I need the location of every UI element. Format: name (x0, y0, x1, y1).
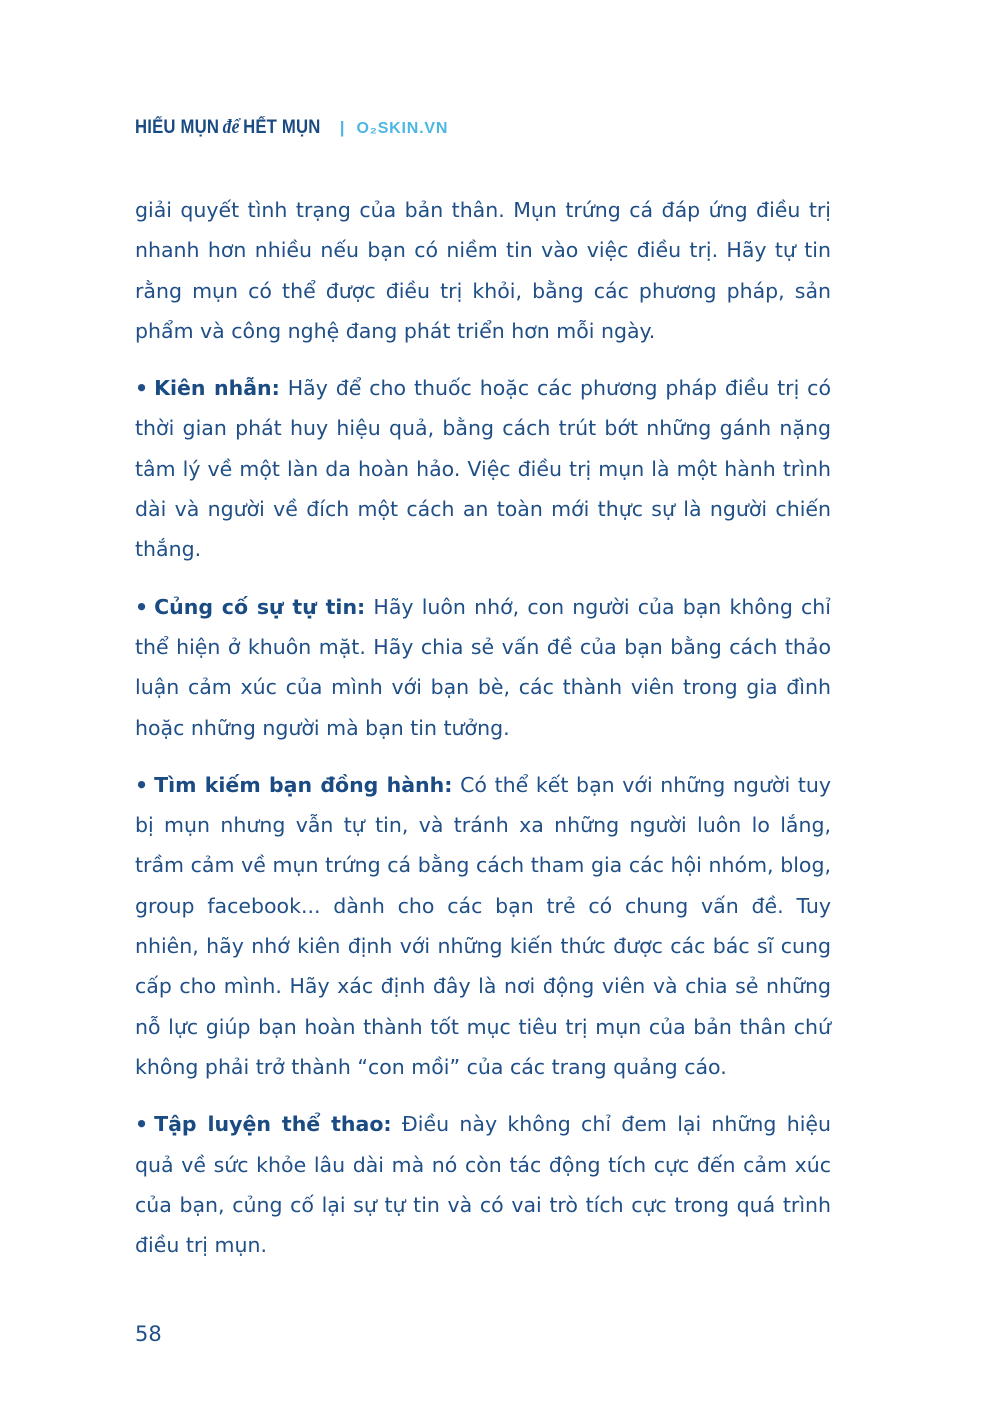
book-title-de: để (222, 116, 240, 138)
list-item-text: Hãy luôn nhớ, con người của bạn không chỉ thể hiện ở khuôn mặt. Hãy chia sẻ vấn đề của bạn bằng cách thảo luận cảm xúc của mình với bạn bè, các thành viên trong gia đình hoặc những người mà bạn tin tưởng. (135, 594, 831, 740)
bullet-icon: • (135, 772, 149, 797)
list-item-tim-kiem-ban-dong-hanh (135, 765, 831, 1087)
list-item-title: Tập luyện thể thao: (154, 1112, 392, 1137)
list-item-text: Điều này không chỉ đem lại những hiệu quả về sức khỏe lâu dài mà nó còn tác động tích cực đến cảm xúc của bạn, củng cố lại sự tự tin và có vai trò tích cực trong quá trình điều trị mụn. (135, 1112, 831, 1258)
list-item-text: Hãy để cho thuốc hoặc các phương pháp điều trị có thời gian phát huy hiệu quả, bằng cách trút bớt những gánh nặng tâm lý về một làn da hoàn hảo. Việc điều trị mụn là một hành trình dài và người về đích một cách an toàn mới thực sự là người chiến thắng. (135, 376, 831, 562)
list-item-kien-nhan (135, 368, 831, 569)
page-number: 58 (135, 1322, 162, 1346)
list-item-tap-luyen-the-thao (135, 1104, 831, 1265)
list-item-title: Kiên nhẫn: (154, 376, 280, 401)
book-title (135, 116, 320, 139)
list-item-text: Có thể kết bạn với những người tuy bị mụn nhưng vẫn tự tin, và tránh xa những người luôn lo lắng, trầm cảm về mụn trứng cá bằng cách tham gia các hội nhóm, blog, group facebook... dành cho các bạn trẻ có chung vấn đề. Tuy nhiên, hãy nhớ kiên định với những kiến thức được các bác sĩ cung cấp cho mình. Hãy xác định đây là nơi động viên và chia sẻ những nỗ lực giúp bạn hoàn thành tốt mục tiêu trị mụn của bản thân chứ không phải trở thành “con mồi” của các trang quảng cáo. (135, 772, 831, 1079)
running-header (135, 116, 448, 139)
book-title-part1: HIỂU MỤN (135, 117, 220, 138)
bullet-icon: • (135, 1112, 149, 1137)
list-item-title: Củng cố sự tự tin: (154, 594, 366, 619)
intro-paragraph: giải quyết tình trạng của bản thân. Mụn trứng cá đáp ứng điều trị nhanh hơn nhiều nếu bạn có niềm tin vào việc điều trị. Hãy tự tin rằng mụn có thể được điều trị khỏi, bằng các phương pháp, sản phẩm và công nghệ đang phát triển hơn mỗi ngày. (135, 198, 831, 343)
header-separator: | (339, 118, 345, 137)
bullet-icon: • (135, 594, 149, 619)
page-body (135, 190, 831, 1282)
list-item-cung-co-su-tu-tin (135, 587, 831, 748)
book-title-part2: HẾT MỤN (243, 117, 321, 138)
bullet-icon: • (135, 376, 149, 401)
website-label: O₂SKIN.VN (356, 120, 449, 137)
list-item-title: Tìm kiếm bạn đồng hành: (154, 772, 453, 797)
